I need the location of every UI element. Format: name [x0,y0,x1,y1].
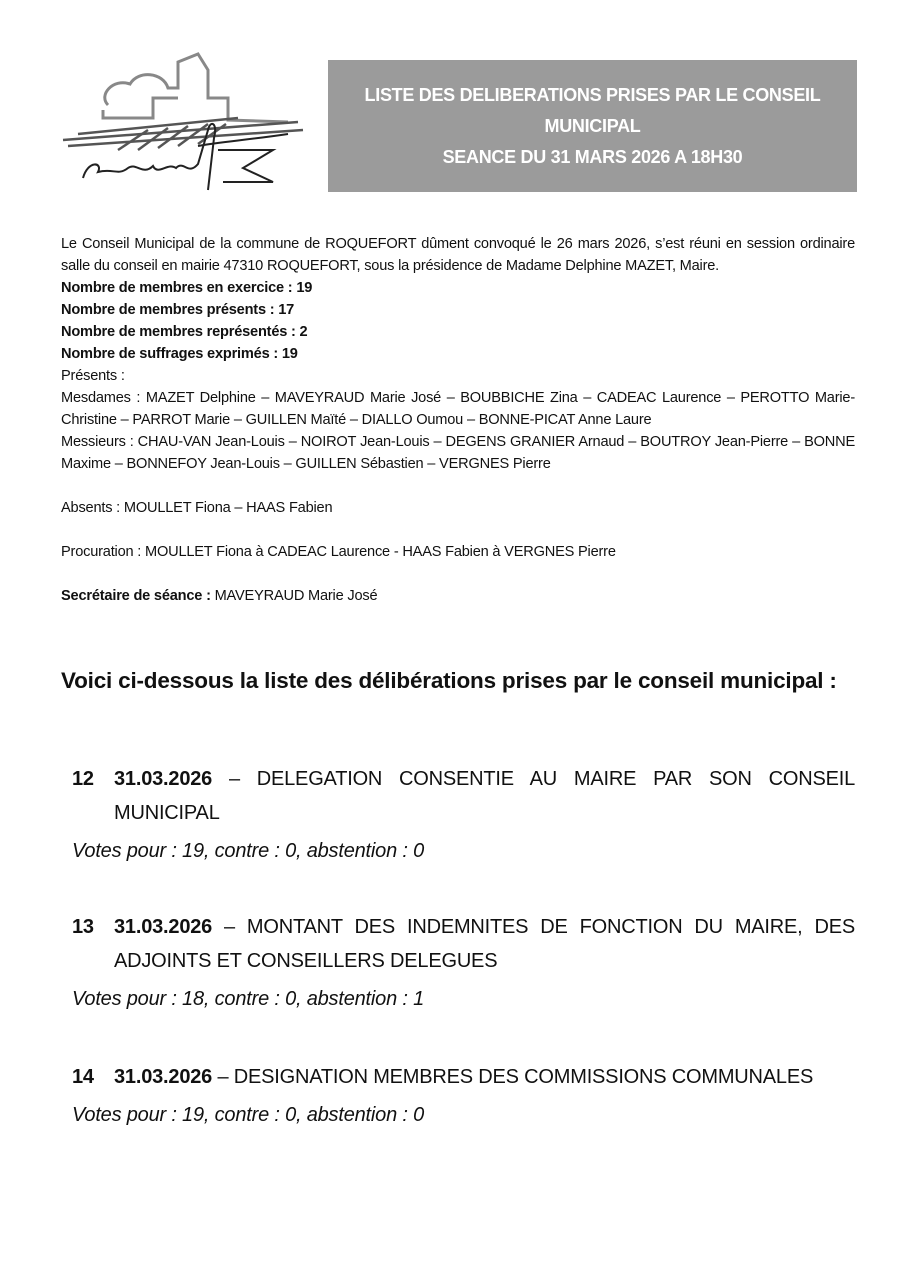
secretary [61,585,855,607]
secretary-label: Secrétaire de séance : [61,588,211,604]
roquefort-logo [58,50,318,200]
deliberation-date: 31.03.2026 [114,916,213,938]
session-intro [61,233,855,607]
deliberation-number: 14 [72,1066,94,1088]
title-line-1: LISTE DES DELIBERATIONS PRISES PAR LE CONSEIL [364,84,821,105]
stat-members-present: Nombre de membres présents : 17 [61,302,295,318]
deliberation-title: – DELEGATION CONSENTIE AU MAIRE PAR SON CONSEIL MUNICIPAL [114,768,855,824]
title-line-3: SEANCE DU 31 MARS 2026 A 18H30 [442,146,743,167]
procuration-list: Procuration : MOULLET Fiona à CADEAC Laurence - HAAS Fabien à VERGNES Pierre [61,544,616,560]
mesdames-list: Mesdames : MAZET Delphine – MAVEYRAUD Marie José – BOUBBICHE Zina – CADEAC Laurence – PEROTTO Marie-Christine – PARROT Marie – GUILLEN Maïté – DIALLO Oumou – BONNE-PICAT Anne Laure [61,390,855,428]
deliberation-item [72,910,855,1016]
deliberation-date: 31.03.2026 [114,768,213,790]
title-banner [328,60,857,192]
deliberation-title: – MONTANT DES INDEMNITES DE FONCTION DU MAIRE, DES ADJOINTS ET CONSEILLERS DELEGUES [114,916,855,972]
stat-votes-cast: Nombre de suffrages exprimés : 19 [61,346,298,362]
intro-paragraph: Le Conseil Municipal de la commune de ROQUEFORT dûment convoqué le 26 mars 2026, s’est réuni en session ordinaire salle du conseil en mairie 47310 ROQUEFORT, sous la présidence de Madame Delphine MAZET, Maire. [61,236,855,274]
absents-list: Absents : MOULLET Fiona – HAAS Fabien [61,500,333,516]
deliberation-number: 13 [72,916,94,938]
stat-members-in-office: Nombre de membres en exercice : 19 [61,280,313,296]
presents-label: Présents : [61,368,125,384]
deliberation-date: 31.03.2026 [114,1066,213,1088]
deliberation-title: – DESIGNATION MEMBRES DES COMMISSIONS COMMUNALES [212,1066,814,1088]
stat-members-represented: Nombre de membres représentés : 2 [61,324,308,340]
deliberation-votes: Votes pour : 18, contre : 0, abstention : 1 [72,988,424,1010]
deliberation-votes: Votes pour : 19, contre : 0, abstention : 0 [72,840,424,862]
deliberation-number: 12 [72,768,94,790]
section-heading: Voici ci-dessous la liste des délibérations prises par le conseil municipal : [61,668,837,693]
messieurs-list: Messieurs : CHAU-VAN Jean-Louis – NOIROT Jean-Louis – DEGENS GRANIER Arnaud – BOUTROY Jean-Pierre – BONNE Maxime – BONNEFOY Jean-Louis – GUILLEN Sébastien – VERGNES Pierre [61,434,855,472]
secretary-name: MAVEYRAUD Marie José [210,588,378,604]
deliberation-votes: Votes pour : 19, contre : 0, abstention : 0 [72,1104,424,1126]
title-line-2: MUNICIPAL [544,115,641,136]
deliberation-item [72,762,855,868]
deliberation-item [72,1060,855,1132]
